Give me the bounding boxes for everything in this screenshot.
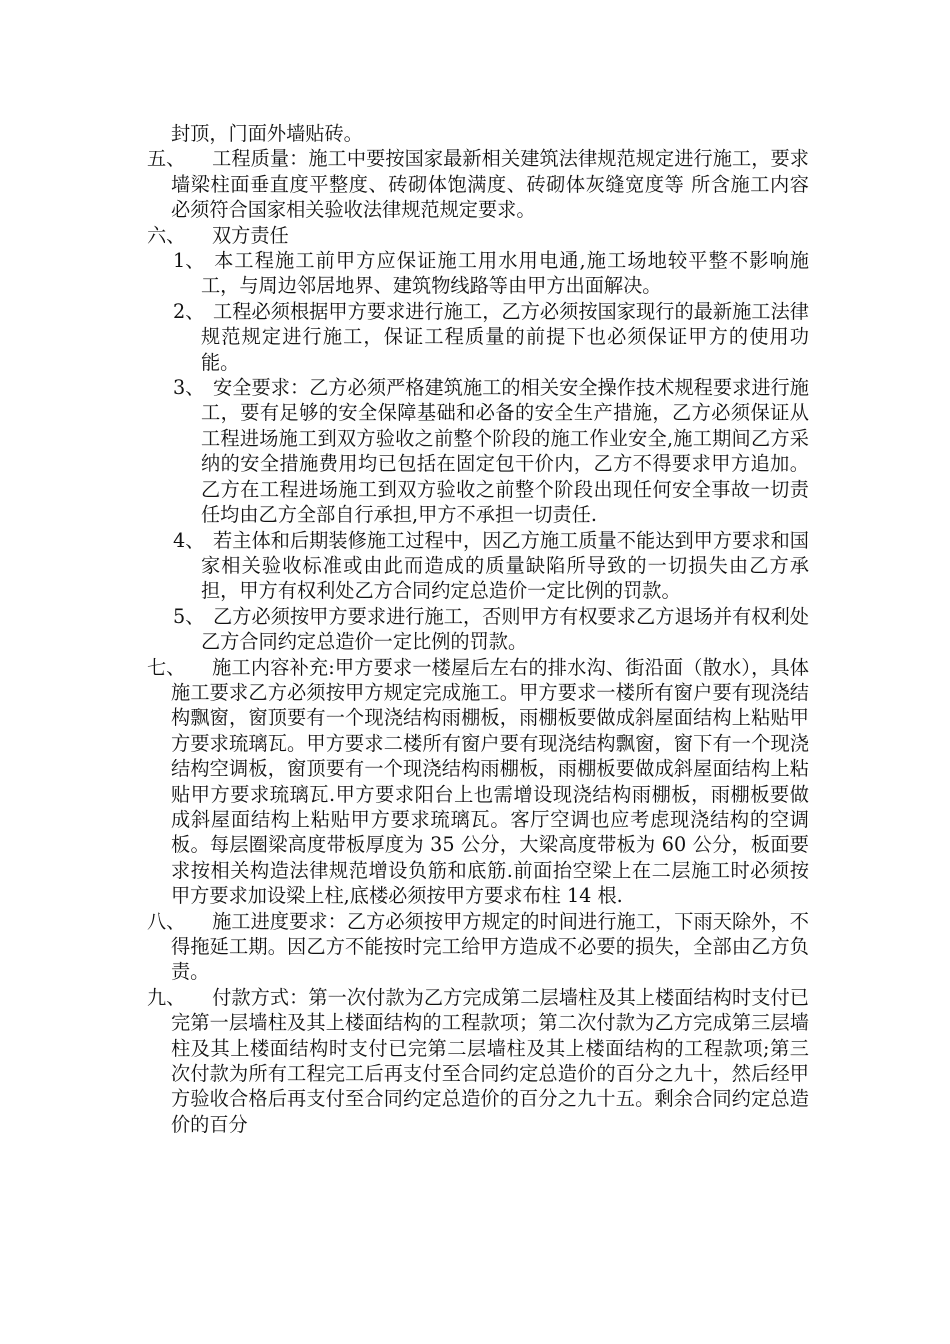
section-8-schedule bbox=[147, 909, 809, 985]
section-7-number: 七、 bbox=[147, 655, 186, 679]
section-7-text: 施工内容补充:甲方要求一楼屋后左右的排水沟、街沿面（散水），具体施工要求乙方必须按甲方规定完成施工。甲方要求一楼所有窗户要有现浇结构飘窗，窗顶要有一个现浇结构雨棚板，雨棚板要做成斜屋面结构上粘贴甲方要求琉璃瓦。甲方要求二楼所有窗户要有现浇结构飘窗，窗下有一个现浇结构空调板，窗顶要有一个现浇结构雨棚板，雨棚板要做成斜屋面结构上粘贴甲方要求琉璃瓦.甲方要求阳台上也需增设现浇结构雨棚板，雨棚板要做成斜屋面结构上粘贴甲方要求琉璃瓦。客厅空调也应考虑现浇结构的空调板。每层圈梁高度带板厚度为 35 公分，大梁高度带板为 60 公分，板面要求按相关构造法律规范增设负筋和底筋.前面抬空梁上在二层施工时必须按甲方要求加设梁上柱,底楼必须按甲方要求布柱 14 根. bbox=[171, 655, 809, 908]
section-6-responsibilities bbox=[147, 223, 809, 248]
item-2-text: 工程必须根据甲方要求进行施工，乙方必须按国家现行的最新施工法律规范规定进行施工，保证工程质量的前提下也必须保证甲方的使用功能。 bbox=[201, 299, 809, 374]
continuation-text: 封顶，门面外墙贴砖。 bbox=[171, 122, 363, 145]
item-3-text: 安全要求：乙方必须严格建筑施工的相关安全操作技术规程要求进行施工，要有足够的安全保障基础和必备的安全生产措施，乙方必须保证从工程进场施工到双方验收之前整个阶段的施工作业安全,施工期间乙方采纳的安全措施费用均已包括在固定包干价内，乙方不得要求甲方追加。乙方在工程进场施工到双方验收之前整个阶段出现任何安全事故一切责任均由乙方全部自行承担,甲方不承担一切责任. bbox=[201, 376, 809, 527]
section-6-number: 六、 bbox=[147, 223, 186, 247]
section-6-heading: 双方责任 bbox=[212, 223, 289, 247]
item-1-number: 1、 bbox=[173, 249, 205, 273]
document-body bbox=[147, 121, 809, 1137]
item-3-number: 3、 bbox=[173, 376, 205, 400]
section-5-number: 五、 bbox=[147, 147, 186, 171]
section-7-construction-supplement bbox=[147, 655, 809, 909]
section-9-number: 九、 bbox=[147, 985, 186, 1009]
section-6-item-1 bbox=[147, 248, 809, 299]
section-8-text: 施工进度要求：乙方必须按甲方规定的时间进行施工，下雨天除外，不得拖延工期。因乙方不能按时完工给甲方造成不必要的损失，全部由乙方负责。 bbox=[171, 909, 809, 984]
item-1-text: 本工程施工前甲方应保证施工用水用电通,施工场地较平整不影响施工，与周边邻居地界、建筑物线路等由甲方出面解决。 bbox=[201, 249, 809, 298]
section-6-item-4 bbox=[147, 528, 809, 604]
section-9-text: 付款方式：第一次付款为乙方完成第二层墙柱及其上楼面结构时支付已完第一层墙柱及其上楼面结构的工程款项；第二次付款为乙方完成第三层墙柱及其上楼面结构时支付已完第二层墙柱及其上楼面结构的工程款项;第三次付款为所有工程完工后再支付至合同约定总造价的百分之九十，然后经甲方验收合格后再支付至合同约定总造价的百分之九十五。剩余合同约定总造价的百分 bbox=[171, 985, 809, 1136]
continuation-paragraph bbox=[147, 121, 809, 146]
section-5-quality bbox=[147, 146, 809, 222]
section-9-payment bbox=[147, 985, 809, 1137]
section-6-item-2 bbox=[147, 299, 809, 375]
section-8-number: 八、 bbox=[147, 909, 186, 933]
item-4-text: 若主体和后期装修施工过程中，因乙方施工质量不能达到甲方要求和国家相关验收标准或由此而造成的质量缺陷所导致的一切损失由乙方承担，甲方有权利处乙方合同约定总造价一定比例的罚款。 bbox=[201, 528, 809, 603]
section-6-item-3 bbox=[147, 375, 809, 527]
section-5-text: 工程质量：施工中要按国家最新相关建筑法律规范规定进行施工，要求墙梁柱面垂直度平整度、砖砌体饱满度、砖砌体灰缝宽度等 所含施工内容必须符合国家相关验收法律规范规定要求。 bbox=[171, 147, 809, 222]
section-6-item-5 bbox=[147, 604, 809, 655]
item-2-number: 2、 bbox=[173, 299, 205, 323]
item-5-number: 5、 bbox=[173, 604, 205, 628]
item-5-text: 乙方必须按甲方要求进行施工，否则甲方有权要求乙方退场并有权利处乙方合同约定总造价一定比例的罚款。 bbox=[201, 604, 809, 654]
item-4-number: 4、 bbox=[173, 528, 205, 552]
